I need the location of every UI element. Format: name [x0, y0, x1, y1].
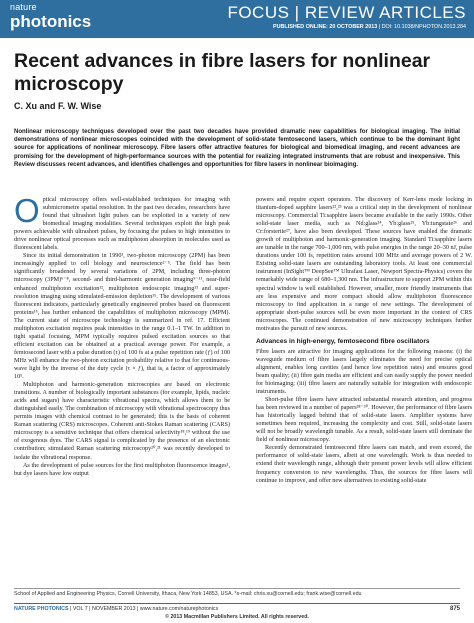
footer-divider [14, 603, 460, 604]
published-date: PUBLISHED ONLINE: 20 OCTOBER 2013 [273, 24, 378, 30]
body-column-left [14, 192, 230, 588]
body-paragraph: Since its initial demonstration in 1990¹, two-photon microscopy (2PM) has been increasingly applied to cell biology and neuroscience²⁻⁵. The field has been significantly broadened by several variations of 2PM, including three-photon microscopy (3PM)⁶⁻⁸, second- and third-harmonic generation imaging⁹⁻¹¹, near-field enhanced multiphoton excitation¹², multiphoton endoscopic imaging¹³ and super-resolution imaging using stimulated-emission depletion¹⁵. The development of various fluorescent indicators, particularly genetically engineered probes based on fluorescent proteins¹⁶, has further enhanced the capabilities of multiphoton microscopy (MPM). The current state of microscope technology is summarized in ref. 17. Efficient multiphoton excitation requires peak intensities in the range 0.1–1 TW. In addition to tight spatial focusing, MPM typically requires pulsed excitation sources so that efficient excitation can be obtained at a practical average power. For example, a femtosecond laser with a pulse duration (τ) of 100 fs at a pulse repetition rate (ƒ) of 100 MHz will enhance the two-photon excitation probability relative to that for continuous-wave light by the inverse of the duty cycle (τ × ƒ), that is, a factor of approximately 10⁵. [14, 253, 230, 381]
journal-logo[interactable] [10, 3, 91, 30]
body-column-right [256, 196, 472, 588]
page-number: 875 [449, 606, 460, 612]
copyright-notice: © 2013 Macmillan Publishers Limited. All rights reserved. [165, 614, 309, 620]
body-paragraph: Short-pulse fibre lasers have attracted substantial research attention, and progress has been reviewed in a number of papers²⁸⁻³⁰. However, the performance of fibre lasers has historically lagged behind that of solid-state lasers. Amplifier systems have sometimes been required, increasing the complexity and cost. Still, solid-state lasers will not be broadly wavelength tunable. As a result, solid-state lasers still dominate the field of nonlinear microscopy. [256, 397, 472, 444]
author-affiliation: School of Applied and Engineering Physics, Cornell University, Ithaca, New York 14853, USA. *e-mail: chris.xu@cornell.edu; frank.wise@cornell.edu [14, 591, 362, 597]
section-heading: Advances in high-energy, femtosecond fibre oscillators [256, 337, 430, 345]
logo-bottom-text: photonics [10, 12, 92, 31]
body-paragraph: powers and require expert operators. The discovery of Kerr-lens mode locking in titanium-doped sapphire lasers²²,²³ was a critical step in the development of nonlinear microscopy. Commercial Ti:sapphire lasers became available in the early 1990s. Other solid-state laser media, such as Nd:glass²⁴, Yb:glass²⁵, Yb:tungstate²⁶ and Cr:forsterite²⁷, have also been developed. These sources have enabled the dramatic growth of multiphoton and harmonic-generation imaging. Standard Ti:sapphire lasers are tunable in the range 700–1,000 nm, with pulse energies in the range 20–30 nJ, pulse durations under 100 fs, repetition rates around 100 MHz and average powers of 2 W. Existing solid-state lasers are outstanding laboratory tools. At least one commercial instrument (InSight™ DeepSee™ Ultrafast Laser, Newport Spectra-Physics) covers the remarkably wide range of 680–1,300 nm. The infrastructure to support 2PM within this spectral window is well established. However, smaller, more friendly instruments that are less expensive and more compact should allow multiphoton fluorescence microscopy to find application in a range of new settings. The development of appropriate short-pulse sources will be even more important in the context of CRS microscopes. The continued demonstration of new microscopy techniques further motivates the pursuit of new sources. [256, 197, 472, 332]
drop-cap: O [14, 192, 40, 229]
article-abstract: Nonlinear microscopy techniques developed over the past two decades have provided dramatic new capabilities for biological imaging. The initial demonstrations of nonlinear microscopes coincided with the development of solid-state femtosecond lasers, which continue to be the dominant light source for applications of nonlinear microscopy. Fibre lasers offer attractive features for biological and biomedical imaging, and recent advances are promising for the development of high-performance sources with the potential for realizing integrated instruments that are robust and inexpensive. This Review discusses recent advances, and identifies challenges and opportunities for fibre lasers in nonlinear bioimaging. [14, 129, 460, 168]
body-paragraph: As the development of pulse sources for the first multiphoton fluorescence images¹, but dye lasers have low output [14, 462, 230, 477]
logo-top-text: nature [10, 2, 37, 12]
journal-citation [14, 606, 218, 612]
journal-name: NATURE PHOTONICS [14, 606, 69, 612]
section-title: FOCUS | REVIEW ARTICLES [227, 3, 466, 22]
doi-text[interactable]: | DOI: 10.1038/NPHOTON.2013.284 [377, 24, 466, 30]
body-paragraph: Multiphoton and harmonic-generation microscopies are based on electronic transitions. A number of biologically important substances (for example, lipids, nucleic acids and sugars) have characteristic vibrational spectra, which allows them to be distinguished easily. The combination of microscopy with vibrational spectroscopy thus permits images with chemical contrast to be generated; this is the basis of coherent Raman scattering (CRS) microscopes. Coherent anti-Stokes Raman scattering (CARS) microscopy is a sensitive technique that offers chemical selectivity¹⁸,¹⁹ without the use of exogenous dyes. The CARS signal is complicated by the presence of an electronic contribution; stimulated Raman scattering microscopy²⁰,²¹ was recently developed to isolate the vibrational response. [14, 382, 230, 461]
journal-info[interactable]: | VOL 7 | NOVEMBER 2013 | www.nature.com/naturephotonics [68, 606, 219, 612]
journal-header-bar [0, 0, 474, 38]
body-paragraph: Recently demonstrated femtosecond fibre lasers can match, and even exceed, the performance of solid-state lasers, albeit at one wavelength. Work is thus needed to extend their wavelength range, although their present power levels will allow efficient frequency conversion to new wavelengths. Thus, the sources for fibre lasers will continue to improve, and offer new alternatives to existing solid-state [256, 445, 472, 484]
footnote-divider [14, 588, 460, 589]
paragraph-text: ptical microscopy offers well-established techniques for imaging with submicrometre spatial resolution. In the past two decades, researchers have found that ultrashort light pulses can be exploited in a variety of new biomedical imaging modalities. Several techniques exploit the high peak powers achievable with ultrashort pulses, by focusing the pulses to high intensities to drive nonlinear optical processes such as multiphoton absorption in molecules used as fluorescent labels. [14, 197, 230, 252]
article-authors: C. Xu and F. W. Wise [14, 101, 102, 111]
body-paragraph [14, 192, 230, 252]
article-title: Recent advances in fibre lasers for nonlinear microscopy [14, 50, 431, 95]
publication-line [273, 24, 466, 30]
body-paragraph: Fibre lasers are attractive for imaging applications for the following reasons: (i) the waveguide medium of fibre lasers largely eliminates the need for precise optical alignment, enables long cavities (and hence low repetition rates) and ensures good beam quality; (ii) fibre gain media are efficient and can easily supply the power needed for bioimaging; (iii) fibre lasers are naturally suitable for integration with endoscopic instruments. [256, 348, 472, 396]
